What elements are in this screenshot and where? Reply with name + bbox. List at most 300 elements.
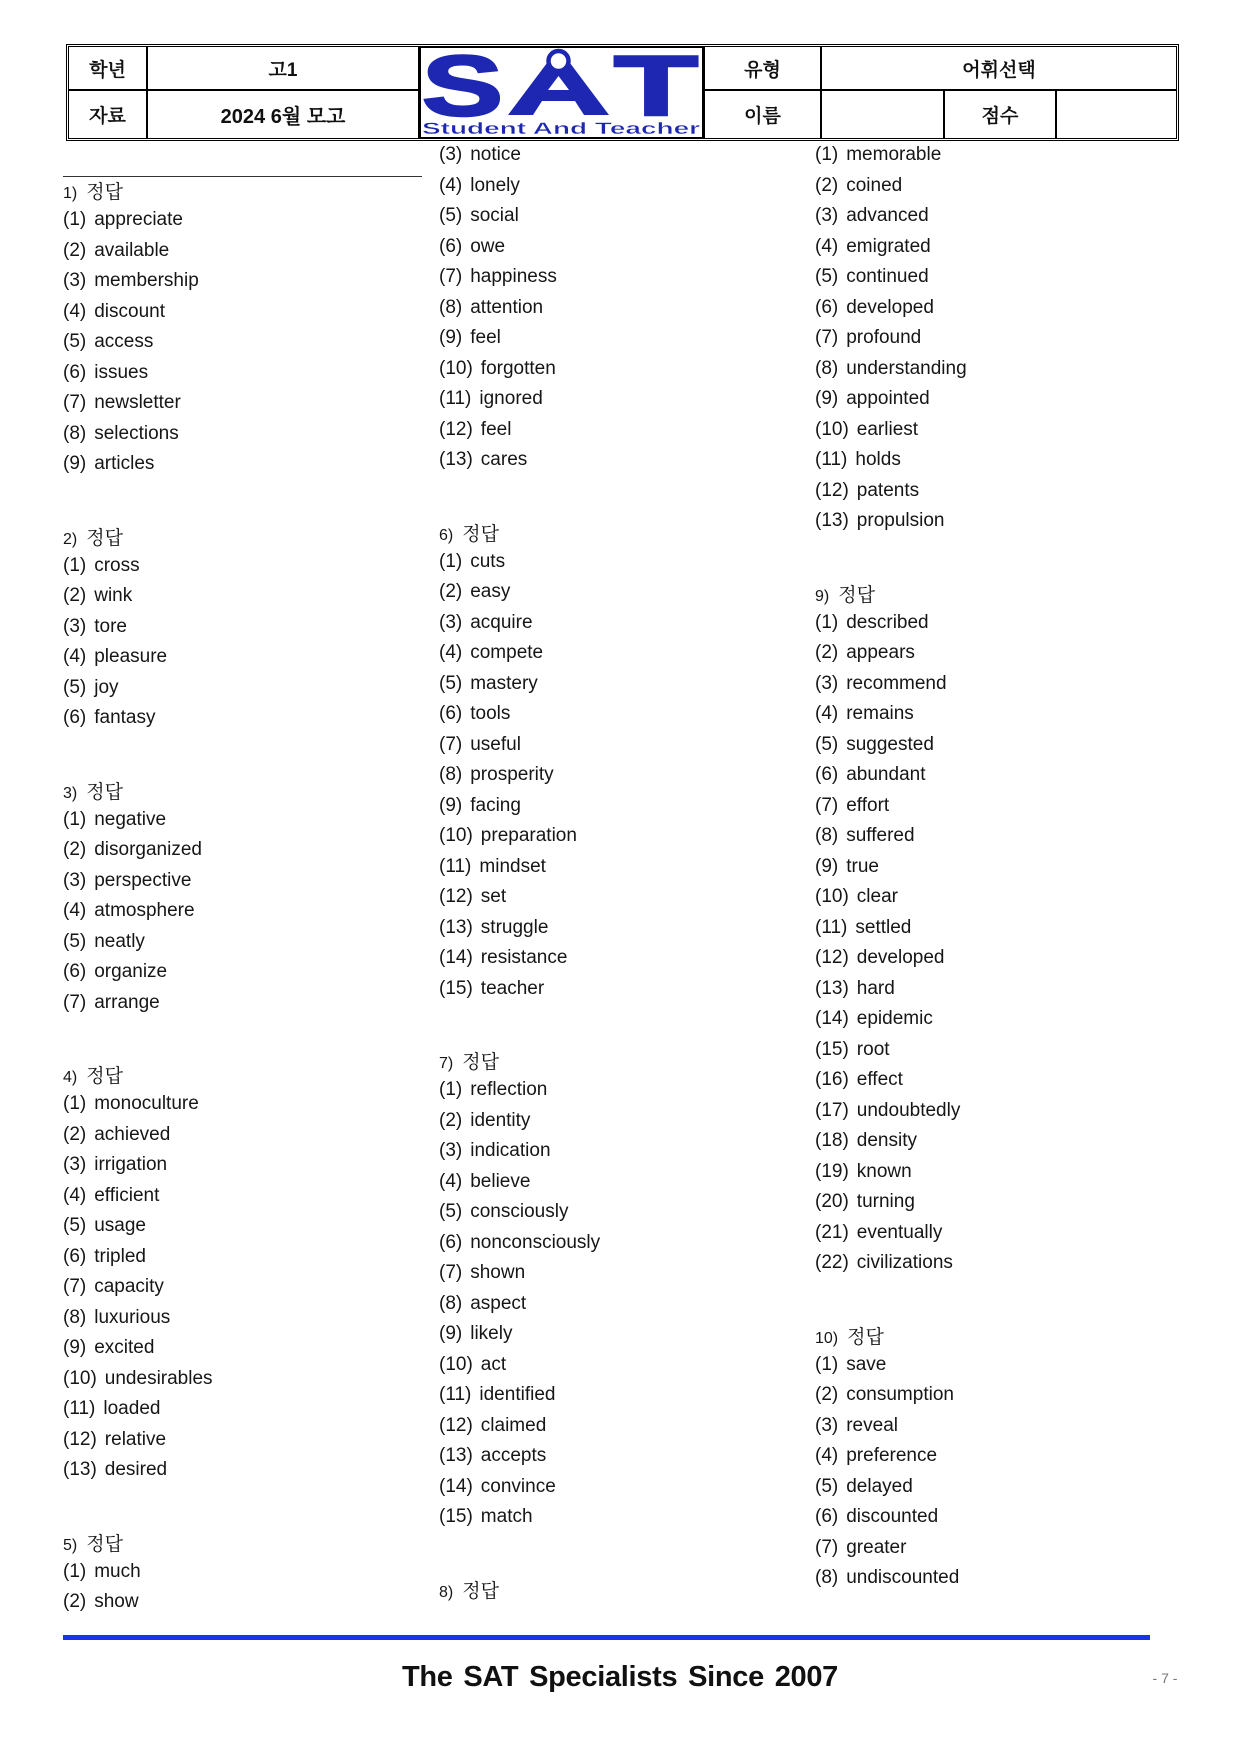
answer-item <box>439 882 799 913</box>
item-number: (9) <box>63 1337 87 1358</box>
item-word: acquire <box>470 611 533 633</box>
answer-heading <box>815 1326 1175 1350</box>
answer-item <box>439 1136 799 1167</box>
item-word: usage <box>94 1215 147 1236</box>
item-number: (6) <box>439 235 463 257</box>
answer-heading <box>63 781 418 805</box>
answer-item <box>439 323 799 354</box>
item-number: (10) <box>815 886 849 907</box>
answer-item <box>439 974 799 1005</box>
item-number: (7) <box>815 1536 839 1558</box>
answer-item <box>439 1106 799 1137</box>
item-word: remains <box>846 703 914 724</box>
answer-block <box>439 1580 799 1604</box>
item-word: cross <box>94 554 140 576</box>
item-word: lonely <box>470 174 520 196</box>
item-word: struggle <box>480 916 549 938</box>
answer-item <box>815 293 1175 324</box>
worksheet-header-table <box>66 44 1179 141</box>
grade-label: 학년 <box>69 47 148 91</box>
item-number: (5) <box>815 733 839 755</box>
item-word: atmosphere <box>94 900 195 921</box>
answer-item <box>439 791 799 822</box>
answer-item <box>439 1502 799 1533</box>
answer-item <box>815 415 1175 446</box>
answer-block <box>439 1051 799 1533</box>
answer-item <box>63 297 418 328</box>
item-number: (4) <box>63 646 87 667</box>
answer-item <box>63 673 418 704</box>
answer-item <box>815 882 1175 913</box>
answer-item <box>815 730 1175 761</box>
item-word: newsletter <box>94 392 181 413</box>
item-number: (13) <box>439 449 473 470</box>
item-number: (1) <box>63 554 87 576</box>
item-number: (5) <box>439 205 463 226</box>
grade-value: 고1 <box>148 47 420 91</box>
item-word: appreciate <box>94 209 183 230</box>
answer-item <box>439 1441 799 1472</box>
answer-item <box>63 1303 418 1334</box>
item-number: (2) <box>63 585 87 606</box>
item-number: (7) <box>63 1276 87 1297</box>
answer-item <box>439 577 799 608</box>
item-word: cuts <box>470 550 506 572</box>
answer-item <box>815 638 1175 669</box>
item-number: (3) <box>815 672 839 694</box>
item-number: (9) <box>439 794 463 816</box>
answer-item <box>815 354 1175 385</box>
answer-item <box>63 1120 418 1151</box>
answer-item <box>815 1004 1175 1035</box>
item-word: achieved <box>94 1123 171 1145</box>
item-number: (7) <box>815 327 839 348</box>
answer-item <box>63 612 418 643</box>
answer-item <box>439 1380 799 1411</box>
item-word: monoculture <box>94 1093 199 1114</box>
answer-block <box>63 781 418 1019</box>
item-word: discounted <box>846 1506 939 1527</box>
item-number: (2) <box>815 1384 839 1405</box>
item-word: reflection <box>470 1079 548 1100</box>
question-number: 2) <box>63 530 78 548</box>
item-number: (11) <box>815 916 848 938</box>
item-word: likely <box>470 1323 513 1344</box>
answer-item <box>815 1248 1175 1279</box>
item-number: (9) <box>815 388 839 409</box>
item-number: (3) <box>63 1154 87 1175</box>
answer-column-1 <box>63 181 418 1618</box>
item-word: consciously <box>470 1201 569 1222</box>
item-word: mastery <box>470 672 538 694</box>
item-number: (1) <box>63 1093 87 1114</box>
answer-item <box>815 821 1175 852</box>
item-number: (6) <box>63 961 87 982</box>
item-number: (8) <box>439 764 463 785</box>
answer-item <box>815 506 1175 537</box>
item-word: shown <box>470 1262 526 1283</box>
answer-label: 정답 <box>86 1533 123 1555</box>
answer-heading <box>63 181 418 205</box>
item-number: (5) <box>63 331 87 352</box>
answer-label: 정답 <box>838 584 875 606</box>
answer-item <box>63 388 418 419</box>
item-number: (2) <box>63 239 87 261</box>
item-word: neatly <box>94 930 145 952</box>
question-number: 4) <box>63 1069 78 1086</box>
answer-item <box>439 1319 799 1350</box>
answer-item <box>439 415 799 446</box>
answer-item <box>815 445 1175 476</box>
answer-item <box>815 669 1175 700</box>
answer-item <box>815 1380 1175 1411</box>
item-word: appears <box>846 642 915 663</box>
item-number: (13) <box>63 1459 97 1480</box>
item-number: (3) <box>439 144 463 165</box>
answer-item <box>63 449 418 480</box>
answer-item <box>439 699 799 730</box>
item-number: (4) <box>815 235 839 257</box>
answer-item <box>63 419 418 450</box>
name-field <box>822 91 945 138</box>
item-word: claimed <box>480 1414 547 1436</box>
item-number: (6) <box>63 707 87 728</box>
item-word: selections <box>94 422 179 444</box>
item-word: luxurious <box>94 1306 171 1328</box>
logo-tagline: Student And Teacher <box>422 119 701 138</box>
answer-item <box>63 1272 418 1303</box>
item-number: (5) <box>439 1201 463 1222</box>
answer-item <box>439 821 799 852</box>
item-number: (2) <box>815 174 839 196</box>
item-word: organize <box>94 961 168 982</box>
question-number: 3) <box>63 784 78 802</box>
answer-item <box>63 205 418 236</box>
item-word: save <box>846 1353 887 1375</box>
item-word: undiscounted <box>846 1567 960 1588</box>
answer-label: 정답 <box>86 781 123 803</box>
item-number: (7) <box>439 266 463 287</box>
item-number: (10) <box>439 1353 473 1375</box>
answer-item <box>63 988 418 1019</box>
footer-rule <box>63 1635 1150 1640</box>
item-word: continued <box>846 266 929 287</box>
type-label: 유형 <box>705 47 822 91</box>
answer-block-continued <box>439 140 799 476</box>
item-number: (12) <box>439 886 473 907</box>
item-word: preparation <box>480 825 577 846</box>
item-word: owe <box>470 235 506 257</box>
answer-item <box>439 445 799 476</box>
answer-label: 정답 <box>86 1066 123 1087</box>
question-number: 10) <box>815 1329 839 1347</box>
answer-item <box>439 1197 799 1228</box>
answer-label: 정답 <box>462 1580 499 1602</box>
page-number: - 7 - <box>1152 1670 1178 1686</box>
answer-item <box>63 1364 418 1395</box>
answer-item <box>63 1089 418 1120</box>
item-number: (6) <box>63 361 87 383</box>
item-number: (18) <box>815 1130 849 1151</box>
item-number: (6) <box>63 1245 87 1267</box>
item-number: (15) <box>439 1506 473 1527</box>
answer-item <box>439 171 799 202</box>
answer-item <box>439 1228 799 1259</box>
item-number: (1) <box>815 1353 839 1375</box>
item-word: convince <box>480 1475 556 1497</box>
item-number: (13) <box>439 916 473 938</box>
answer-item <box>63 1150 418 1181</box>
item-word: greater <box>846 1536 907 1558</box>
answer-item <box>815 699 1175 730</box>
item-word: effort <box>846 794 890 816</box>
answer-item <box>63 1211 418 1242</box>
item-number: (1) <box>439 1079 463 1100</box>
item-number: (10) <box>63 1367 97 1389</box>
answer-block-continued <box>815 140 1175 537</box>
item-word: feel <box>480 418 512 440</box>
item-word: reveal <box>846 1414 898 1436</box>
item-word: match <box>480 1506 533 1527</box>
item-word: suffered <box>846 825 915 846</box>
answer-label: 정답 <box>462 523 499 545</box>
item-word: holds <box>855 449 901 470</box>
item-number: (10) <box>439 825 473 846</box>
item-word: accepts <box>480 1445 547 1466</box>
item-number: (14) <box>815 1008 849 1029</box>
answer-item <box>815 476 1175 507</box>
name-label: 이름 <box>705 91 822 138</box>
item-word: recommend <box>846 672 947 694</box>
question-number: 9) <box>815 587 830 605</box>
item-word: act <box>480 1353 507 1375</box>
answer-item <box>63 642 418 673</box>
answer-block <box>815 584 1175 1279</box>
answer-item <box>439 730 799 761</box>
item-number: (4) <box>63 900 87 921</box>
item-word: civilizations <box>856 1252 953 1273</box>
item-number: (5) <box>815 1475 839 1497</box>
answer-label: 정답 <box>86 182 123 203</box>
answer-item <box>815 760 1175 791</box>
answer-item <box>63 1181 418 1212</box>
item-word: joy <box>94 676 119 698</box>
answer-heading <box>815 584 1175 608</box>
answer-item <box>63 327 418 358</box>
item-number: (8) <box>63 422 87 444</box>
answer-heading <box>439 1580 799 1604</box>
item-word: true <box>846 855 879 877</box>
answer-item <box>439 669 799 700</box>
answer-block <box>63 1065 418 1486</box>
item-number: (9) <box>439 327 463 348</box>
item-number: (7) <box>63 392 87 413</box>
item-number: (21) <box>815 1221 849 1243</box>
item-number: (3) <box>815 1414 839 1436</box>
answer-item <box>815 1187 1175 1218</box>
item-word: memorable <box>846 144 942 165</box>
item-number: (8) <box>815 357 839 379</box>
item-word: easy <box>470 581 511 602</box>
item-number: (17) <box>815 1099 849 1121</box>
item-number: (4) <box>439 1170 463 1192</box>
item-number: (2) <box>439 581 463 602</box>
item-number: (20) <box>815 1191 849 1212</box>
item-word: feel <box>470 327 501 348</box>
item-word: membership <box>94 270 199 291</box>
item-word: articles <box>94 453 155 474</box>
answer-item <box>63 1242 418 1273</box>
item-word: believe <box>470 1170 531 1192</box>
item-number: (4) <box>815 1445 839 1466</box>
answer-item <box>815 1563 1175 1594</box>
item-word: epidemic <box>856 1008 933 1029</box>
question-number: 7) <box>439 1055 454 1072</box>
item-word: excited <box>94 1337 155 1358</box>
answer-item <box>439 943 799 974</box>
answer-heading <box>63 527 418 551</box>
answer-column-3 <box>815 140 1175 1594</box>
item-word: compete <box>470 642 544 663</box>
item-number: (5) <box>815 266 839 287</box>
answer-item <box>439 140 799 171</box>
item-word: preference <box>846 1445 938 1466</box>
item-number: (2) <box>439 1109 463 1131</box>
item-word: hard <box>856 977 895 999</box>
answer-item <box>63 957 418 988</box>
item-number: (9) <box>63 453 87 474</box>
item-word: known <box>856 1160 912 1182</box>
item-number: (7) <box>439 1262 463 1283</box>
item-word: appointed <box>846 388 930 409</box>
answer-item <box>63 927 418 958</box>
item-word: negative <box>94 808 167 830</box>
item-number: (3) <box>63 270 87 291</box>
item-word: consumption <box>846 1384 954 1405</box>
item-word: undesirables <box>104 1367 213 1389</box>
item-word: settled <box>855 916 912 938</box>
item-word: tore <box>94 615 127 637</box>
item-number: (10) <box>439 357 473 379</box>
item-word: attention <box>470 296 544 318</box>
answer-item <box>815 608 1175 639</box>
item-word: described <box>846 611 929 633</box>
answer-item <box>815 201 1175 232</box>
answer-item <box>63 835 418 866</box>
answer-heading <box>439 1051 799 1075</box>
logo-letter-t: T <box>614 47 699 134</box>
item-number: (6) <box>439 703 463 724</box>
item-word: identified <box>479 1384 556 1405</box>
item-number: (6) <box>815 296 839 318</box>
answer-label: 정답 <box>847 1326 884 1348</box>
item-number: (3) <box>439 1140 463 1161</box>
item-word: indication <box>470 1140 551 1161</box>
item-number: (1) <box>63 808 87 830</box>
logo-letter-a <box>508 51 609 115</box>
item-number: (12) <box>439 1414 473 1436</box>
answer-item <box>63 866 418 897</box>
answer-column-2 <box>439 140 799 1604</box>
answer-item <box>815 974 1175 1005</box>
answer-item <box>63 266 418 297</box>
item-word: access <box>94 331 154 352</box>
item-word: turning <box>856 1191 915 1212</box>
item-word: much <box>94 1560 141 1582</box>
item-number: (11) <box>439 388 472 409</box>
answer-item <box>439 1258 799 1289</box>
item-word: eventually <box>856 1221 943 1243</box>
item-number: (9) <box>439 1323 463 1344</box>
item-word: developed <box>856 947 945 968</box>
source-value: 2024 6월 모고 <box>148 91 420 138</box>
item-number: (22) <box>815 1252 849 1273</box>
sat-logo <box>420 47 705 138</box>
item-number: (8) <box>439 296 463 318</box>
item-number: (13) <box>815 977 849 999</box>
answer-item <box>439 608 799 639</box>
answer-item <box>63 1425 418 1456</box>
item-number: (3) <box>815 205 839 226</box>
item-number: (9) <box>815 855 839 877</box>
item-number: (14) <box>439 1475 473 1497</box>
item-number: (4) <box>63 1184 87 1206</box>
item-number: (4) <box>815 703 839 724</box>
item-word: resistance <box>480 947 568 968</box>
question-number: 5) <box>63 1536 78 1554</box>
answer-item <box>63 1587 418 1618</box>
item-number: (7) <box>63 991 87 1013</box>
answer-item <box>63 896 418 927</box>
item-word: issues <box>94 361 149 383</box>
logo-letter-s: S <box>422 47 503 134</box>
answer-block <box>63 527 418 734</box>
item-word: tripled <box>94 1245 146 1267</box>
item-number: (19) <box>815 1160 849 1182</box>
item-number: (3) <box>439 611 463 633</box>
answer-item <box>815 1065 1175 1096</box>
answer-item <box>63 1394 418 1425</box>
item-word: earliest <box>856 418 919 440</box>
item-number: (8) <box>63 1306 87 1328</box>
item-number: (16) <box>815 1069 849 1090</box>
answer-item <box>815 1035 1175 1066</box>
answer-item <box>63 703 418 734</box>
item-word: set <box>480 886 507 907</box>
answer-item <box>439 852 799 883</box>
item-word: delayed <box>846 1475 913 1497</box>
item-word: relative <box>104 1428 167 1450</box>
answer-item <box>439 1289 799 1320</box>
item-number: (1) <box>815 144 839 165</box>
answer-item <box>815 1533 1175 1564</box>
sat-logo-graphic <box>420 47 703 138</box>
answer-item <box>815 140 1175 171</box>
item-number: (6) <box>815 1506 839 1527</box>
item-number: (1) <box>439 550 463 572</box>
score-field <box>1057 91 1176 138</box>
item-number: (2) <box>63 839 87 860</box>
item-number: (2) <box>63 1591 87 1612</box>
answer-item <box>439 913 799 944</box>
item-number: (6) <box>439 1231 463 1253</box>
answer-item <box>815 1472 1175 1503</box>
item-number: (10) <box>815 418 849 440</box>
score-label: 점수 <box>945 91 1057 138</box>
answer-item <box>815 1350 1175 1381</box>
answer-item <box>815 171 1175 202</box>
type-value: 어휘선택 <box>822 47 1176 91</box>
